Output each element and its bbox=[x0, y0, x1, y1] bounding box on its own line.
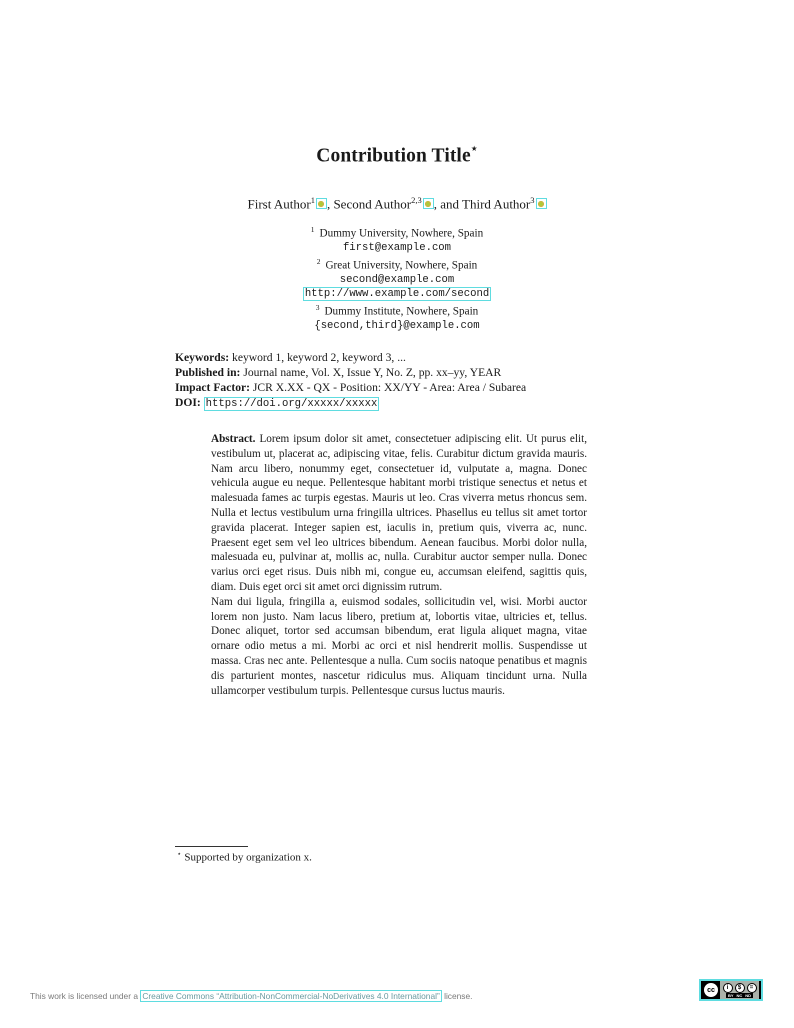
author-name: First Author bbox=[247, 196, 311, 212]
title-footnote-mark: ⋆ bbox=[470, 143, 478, 155]
author-list: First Author$^1$ , Second Author$^{2,3}$ , and Third Author$^3$ bbox=[0, 195, 794, 212]
cc-license-badge[interactable]: cc i $ = BY NC ND bbox=[699, 979, 763, 1001]
noderivatives-icon: = bbox=[747, 983, 757, 993]
abstract-paragraph-2: Nam dui ligula, fringilla a, euismod sodales, sollicitudin vel, wisi. Morbi auctor lorem non justo. Nam lacus libero, pretium at, lobortis vitae, ultricies et, tellus. Donec aliquet, tortor sed accumsan bibendum, erat ligula aliquet magna, vitae ornare odio metus a mi. Morbi ac orci et nisl hendrerit mollis. Suspendisse ut massa. Cras nec ante. Pellentesque a nulla. Cum sociis natoque penatibus et magnis dis parturient montes, nascetur ridiculus mus. Aliquam tincidunt urna. Nulla ullamcorper vestibulum turpis. Pellentesque cursus luctus mauris. bbox=[211, 595, 587, 697]
author-name: Third Author bbox=[462, 196, 531, 212]
abstract-label: Abstract. bbox=[211, 433, 256, 445]
keywords-line: Keywords: keyword 1, keyword 2, keyword 3, ... bbox=[175, 351, 406, 364]
paper-title bbox=[0, 144, 794, 168]
author-affil-sup: 1 bbox=[310, 195, 315, 205]
doi-link[interactable]: https://doi.org/xxxxx/xxxxx bbox=[205, 398, 378, 410]
impact-factor-line: Impact Factor: JCR X.XX - QX - Position: XX/YY - Area: Area / Subarea bbox=[175, 381, 527, 394]
affiliations bbox=[0, 223, 794, 334]
affiliation-1-email: first@example.com bbox=[342, 241, 452, 254]
author-affil-sup: 2,3 bbox=[411, 195, 422, 205]
affiliation-2: $^2$ Great University, Nowhere, Spain bbox=[316, 257, 478, 272]
footnote-rule bbox=[175, 846, 248, 847]
abstract bbox=[211, 432, 587, 698]
paper-metadata bbox=[175, 350, 615, 412]
noncommercial-icon: $ bbox=[735, 983, 745, 993]
author-name: Second Author bbox=[333, 196, 412, 212]
title-text: Contribution Title bbox=[316, 145, 471, 167]
affiliation-3-email: {second,third}@example.com bbox=[314, 320, 480, 333]
orcid-icon[interactable] bbox=[316, 198, 327, 209]
affiliation-1: $^1$ Dummy University, Nowhere, Spain bbox=[310, 225, 484, 240]
footnote: ⋆ Supported by organization x. bbox=[177, 850, 312, 864]
doi-line: DOI: https://doi.org/xxxxx/xxxxx bbox=[175, 396, 378, 410]
orcid-icon[interactable] bbox=[536, 198, 547, 209]
license-notice: This work is licensed under a Creative Commons “Attribution-NonCommercial-NoDerivatives 4.0 International” license. bbox=[30, 991, 473, 1001]
orcid-icon[interactable] bbox=[423, 198, 434, 209]
affiliation-2-url-link[interactable]: http://www.example.com/second bbox=[304, 288, 490, 301]
license-link[interactable]: Creative Commons “Attribution-NonCommercial-NoDerivatives 4.0 International” bbox=[142, 991, 440, 1001]
by-attribution-icon: i bbox=[723, 983, 733, 993]
affiliation-2-email: second@example.com bbox=[339, 274, 455, 287]
abstract-paragraph-1: Abstract. Lorem ipsum dolor sit amet, consectetuer adipiscing elit. Ut purus elit, vestibulum ut, placerat ac, adipiscing vitae, felis. Curabitur dictum gravida mauris. Nam arcu libero, nonummy eget, consectetuer id, vulputate a, magna. Donec vehicula augue eu neque. Pellentesque habitant morbi tristique senectus et netus et malesuada fames ac turpis egestas. Mauris ut leo. Cras viverra metus rhoncus sem. Nulla et lectus vestibulum urna fringilla ultrices. Phasellus eu tellus sit amet tortor gravida placerat. Integer sapien est, iaculis in, pretium quis, viverra ac, nunc. Praesent eget sem vel leo ultrices bibendum. Aenean faucibus. Morbi dolor nulla, malesuada eu, pulvinar at, mollis ac, nulla. Curabitur auctor semper nulla. Donec varius orci eget risus. Duis nibh mi, congue eu, accumsan eleifend, sagittis quis, diam. Duis eget orci sit amet orci dignissim rutrum. bbox=[211, 433, 587, 593]
affiliation-3: $^3$ Dummy Institute, Nowhere, Spain bbox=[315, 303, 479, 319]
author-affil-sup: 3 bbox=[530, 195, 535, 205]
cc-icon: cc bbox=[703, 982, 719, 998]
published-line: Published in: Journal name, Vol. X, Issue Y, No. Z, pp. xx–yy, YEAR bbox=[175, 366, 502, 379]
